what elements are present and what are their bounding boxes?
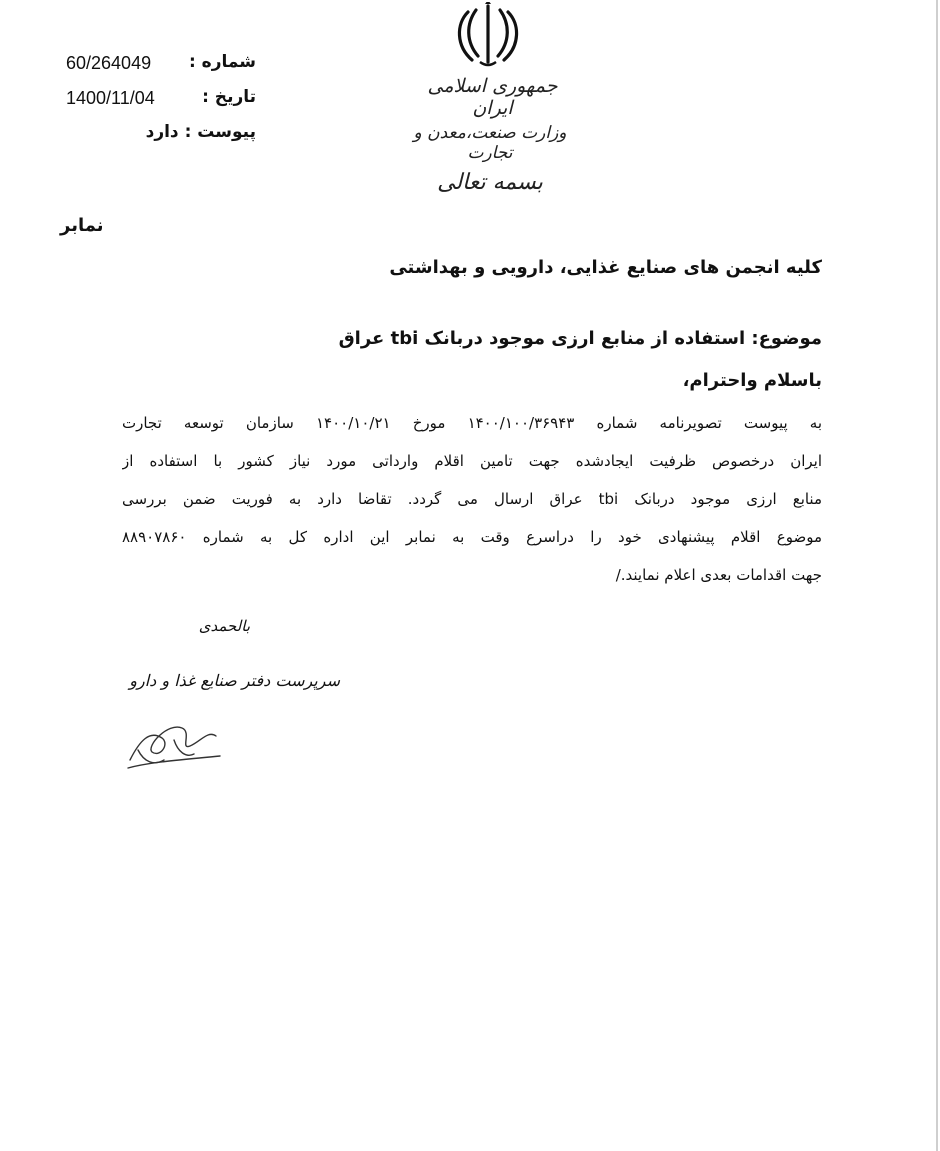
date-label: تاریخ : <box>202 87 256 107</box>
number-value: 60/264049 <box>66 53 152 73</box>
body-line: موضوع اقلام پیشنهادی خود را دراسرع وقت به نمابر این اداره کل به شماره ۸۸۹۰۷۸۶۰ <box>122 528 822 546</box>
meta-date-row <box>60 87 260 122</box>
subject-line: موضوع: استفاده از منابع ارزی موجود دربانک tbi عراق <box>338 328 822 349</box>
meta-attachment-row <box>60 122 260 157</box>
ministry-title: وزارت صنعت،معدن و تجارت <box>413 123 567 163</box>
letter-body <box>122 406 822 596</box>
number-label: شماره : <box>188 52 256 72</box>
scan-edge-line <box>936 0 938 1151</box>
iran-emblem-icon <box>452 2 524 68</box>
closing-phrase: بالحمدی <box>198 617 250 635</box>
meta-number-row <box>60 52 260 87</box>
bismi-heading: بسمه تعالی <box>437 170 543 195</box>
addressee: کلیه انجمن های صنایع غذایی، دارویی و بهداشتی <box>389 257 822 278</box>
republic-title: جمهوری اسلامی ایران <box>427 75 558 119</box>
attachment-label: پیوست : دارد <box>145 122 256 142</box>
body-line: جهت اقدامات بعدی اعلام نمایند./ <box>615 566 822 584</box>
body-line: ایران درخصوص ظرفیت ایجادشده جهت تامین اقلام وارداتی مورد نیاز کشور با استفاده از <box>122 452 822 470</box>
date-value: 1400/11/04 <box>66 88 155 108</box>
signer-title: سرپرست دفتر صنایع غذا و دارو <box>129 671 340 690</box>
fax-label: نمابر <box>60 215 104 236</box>
handwritten-signature <box>120 700 230 775</box>
letter-meta <box>60 52 260 157</box>
greeting: باسلام واحترام، <box>682 370 822 391</box>
body-line: به پیوست تصویرنامه شماره ۱۴۰۰/۱۰۰/۳۶۹۴۳ مورخ ۱۴۰۰/۱۰/۲۱ سازمان توسعه تجارت <box>122 414 822 432</box>
body-line: منابع ارزی موجود دربانک tbi عراق ارسال می گردد. تقاضا دارد به فوریت ضمن بررسی <box>122 490 822 508</box>
